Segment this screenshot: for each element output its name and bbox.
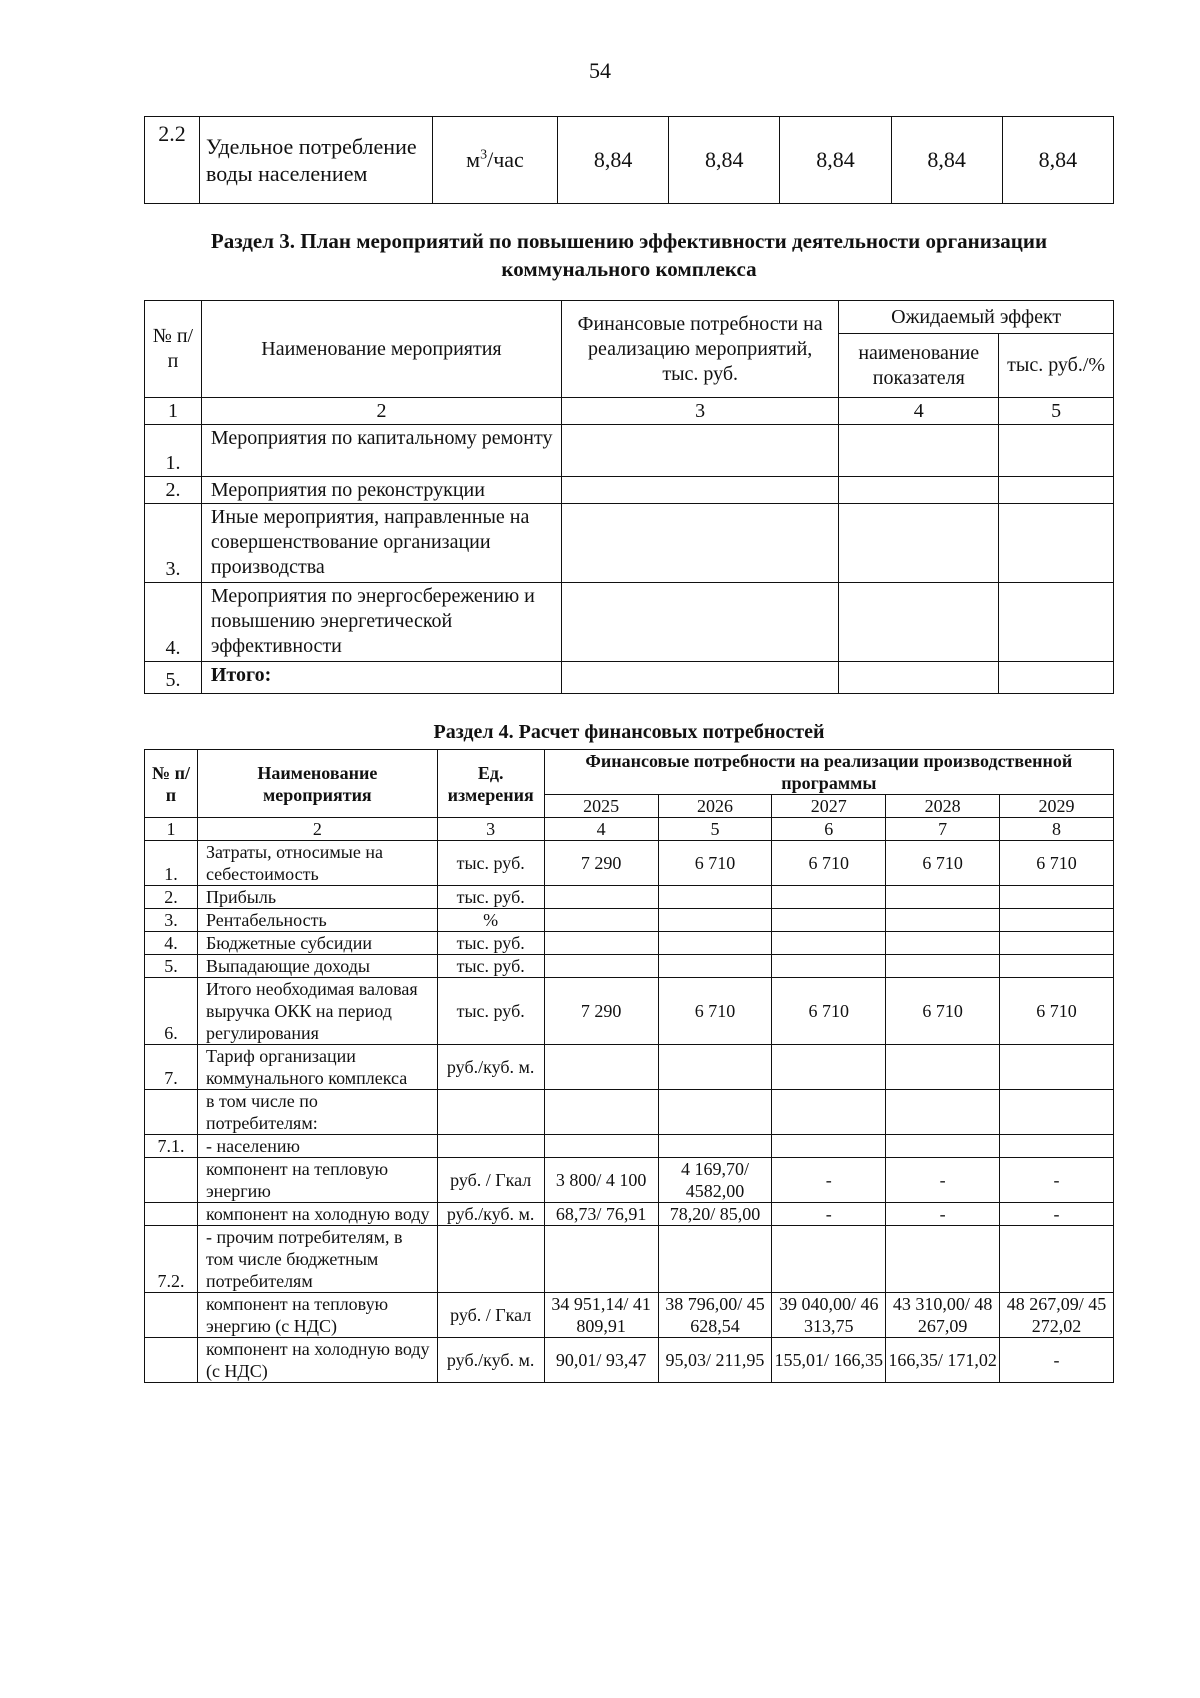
header-row: [145, 750, 1114, 795]
header-name: Наименование мероприятия: [197, 750, 437, 818]
value-cell: -: [772, 1203, 886, 1226]
table-row: [145, 909, 1114, 932]
row-name: в том числе по потребителям:: [197, 1090, 437, 1135]
index-cell: 7: [886, 818, 1000, 841]
row-number: [145, 1293, 198, 1338]
row-number: 4.: [145, 932, 198, 955]
value-cell: [886, 1045, 1000, 1090]
value-cell: 8,84: [891, 117, 1002, 204]
header-indicator: наименование показателя: [839, 334, 999, 398]
row-name: компонент на тепловую энергию (с НДС): [197, 1293, 437, 1338]
row-name: Итого:: [201, 662, 561, 694]
unit-cell: тыс. руб.: [437, 932, 544, 955]
unit-cell: [437, 1226, 544, 1293]
value-cell: [999, 425, 1114, 477]
value-cell: [658, 886, 772, 909]
value-cell: [999, 477, 1114, 504]
index-cell: 1: [145, 818, 198, 841]
value-cell: 68,73/ 76,91: [544, 1203, 658, 1226]
header-num: № п/п: [145, 301, 202, 398]
row-name: Итого необходимая валовая выручка ОКК на период регулирования: [197, 978, 437, 1045]
header-finance: Финансовые потребности на реализации производственной программы: [544, 750, 1113, 795]
row-name: Удельное потребление воды населением: [200, 117, 433, 204]
value-cell: [772, 909, 886, 932]
value-cell: [658, 1135, 772, 1158]
value-cell: -: [886, 1203, 1000, 1226]
value-cell: 38 796,00/ 45 628,54: [658, 1293, 772, 1338]
header-year: 2027: [772, 795, 886, 818]
value-cell: -: [1000, 1158, 1114, 1203]
indicator-cell: [839, 504, 999, 583]
value-cell: 43 310,00/ 48 267,09: [886, 1293, 1000, 1338]
section3-table: [144, 300, 1114, 694]
row-name: Иные мероприятия, направленные на совершенствование организации производства: [201, 504, 561, 583]
index-cell: 2: [197, 818, 437, 841]
table-row: [145, 955, 1114, 978]
section4-table: [144, 749, 1114, 1383]
unit-base: м: [466, 147, 481, 172]
header-year: 2029: [1000, 795, 1114, 818]
index-cell: 5: [658, 818, 772, 841]
row-name: компонент на холодную воду: [197, 1203, 437, 1226]
value-cell: [772, 1045, 886, 1090]
header-finance: Финансовые потребности на реализацию мероприятий, тыс. руб.: [562, 301, 839, 398]
unit-cell: руб. / Гкал: [437, 1293, 544, 1338]
unit-cell: [437, 1090, 544, 1135]
value-cell: 166,35/ 171,02: [886, 1338, 1000, 1383]
row-number: 7.: [145, 1045, 198, 1090]
value-cell: [1000, 1045, 1114, 1090]
value-cell: [1000, 886, 1114, 909]
indicator-cell: [839, 662, 999, 694]
row-number: 7.2.: [145, 1226, 198, 1293]
value-cell: [658, 932, 772, 955]
row-name: Тариф организации коммунального комплекса: [197, 1045, 437, 1090]
row-number: [145, 1090, 198, 1135]
finance-cell: [562, 477, 839, 504]
row-name: Бюджетные субсидии: [197, 932, 437, 955]
row-name: Рентабельность: [197, 909, 437, 932]
finance-cell: [562, 425, 839, 477]
unit-cell: руб. / Гкал: [437, 1158, 544, 1203]
unit-cell: [433, 117, 558, 204]
value-cell: [886, 1090, 1000, 1135]
row-name: компонент на холодную воду (с НДС): [197, 1338, 437, 1383]
value-cell: [886, 1226, 1000, 1293]
value-cell: [544, 932, 658, 955]
index-cell: 4: [839, 398, 999, 425]
row-name: Мероприятия по реконструкции: [201, 477, 561, 504]
table-row: [145, 1135, 1114, 1158]
row-number: 3.: [145, 504, 202, 583]
value-cell: [544, 886, 658, 909]
value-cell: -: [772, 1158, 886, 1203]
row-name: - прочим потребителям, в том числе бюджетным потребителям: [197, 1226, 437, 1293]
value-cell: [658, 1045, 772, 1090]
row-number: 6.: [145, 978, 198, 1045]
table-row: [145, 477, 1114, 504]
row-name: компонент на тепловую энергию: [197, 1158, 437, 1203]
row-name: - населению: [197, 1135, 437, 1158]
unit-cell: руб./куб. м.: [437, 1203, 544, 1226]
row-name: Мероприятия по энергосбережению и повышению энергетической эффективности: [201, 583, 561, 662]
value-cell: 8,84: [780, 117, 891, 204]
value-cell: [1000, 909, 1114, 932]
value-cell: [544, 955, 658, 978]
unit-cell: [437, 1135, 544, 1158]
value-cell: 6 710: [658, 978, 772, 1045]
section3-title: Раздел 3. План мероприятий по повышению эффективности деятельности организации коммунального комплекса: [210, 229, 1048, 281]
value-cell: [772, 1090, 886, 1135]
header-row: [145, 301, 1114, 334]
row-name: Затраты, относимые на себестоимость: [197, 841, 437, 886]
unit-cell: тыс. руб.: [437, 955, 544, 978]
value-cell: [999, 504, 1114, 583]
row-number: 2.: [145, 886, 198, 909]
value-cell: [1000, 932, 1114, 955]
value-cell: 39 040,00/ 46 313,75: [772, 1293, 886, 1338]
value-cell: 6 710: [658, 841, 772, 886]
table-row: [145, 1226, 1114, 1293]
finance-cell: [562, 662, 839, 694]
value-cell: [1000, 1135, 1114, 1158]
table-row: [145, 1090, 1114, 1135]
value-cell: [658, 955, 772, 978]
value-cell: [886, 955, 1000, 978]
value-cell: [658, 1090, 772, 1135]
table-row: [145, 1293, 1114, 1338]
value-cell: [1000, 1226, 1114, 1293]
header-year: 2025: [544, 795, 658, 818]
value-cell: 90,01/ 93,47: [544, 1338, 658, 1383]
table-row: [145, 504, 1114, 583]
value-cell: 78,20/ 85,00: [658, 1203, 772, 1226]
table-row: [145, 117, 1114, 204]
value-cell: [544, 1090, 658, 1135]
row-name: Мероприятия по капитальному ремонту: [201, 425, 561, 477]
table-row: [145, 662, 1114, 694]
value-cell: 6 710: [772, 841, 886, 886]
unit-suffix: /час: [487, 147, 524, 172]
unit-cell: %: [437, 909, 544, 932]
row-number: [145, 1158, 198, 1203]
row-number: 5.: [145, 662, 202, 694]
value-cell: [999, 662, 1114, 694]
value-cell: [999, 583, 1114, 662]
row-number: 1.: [145, 841, 198, 886]
section4-body: [145, 818, 1114, 1383]
value-cell: 155,01/ 166,35: [772, 1338, 886, 1383]
value-cell: 8,84: [558, 117, 669, 204]
header-value: тыс. руб./%: [999, 334, 1114, 398]
page-number: 54: [589, 58, 611, 83]
value-cell: 6 710: [1000, 978, 1114, 1045]
header-unit: Ед. измерения: [437, 750, 544, 818]
table-row: [145, 1045, 1114, 1090]
section4-title: Раздел 4. Расчет финансовых потребностей: [433, 721, 825, 743]
value-cell: [886, 886, 1000, 909]
header-effect: Ожидаемый эффект: [839, 301, 1114, 334]
table-row: [145, 978, 1114, 1045]
row-number: [145, 1338, 198, 1383]
index-cell: 5: [999, 398, 1114, 425]
index-row: [145, 398, 1114, 425]
index-cell: 3: [562, 398, 839, 425]
value-cell: [544, 1135, 658, 1158]
value-cell: [886, 909, 1000, 932]
value-cell: 34 951,14/ 41 809,91: [544, 1293, 658, 1338]
row-number: 2.2: [145, 117, 200, 204]
value-cell: 6 710: [886, 978, 1000, 1045]
table-row: [145, 583, 1114, 662]
header-year: 2026: [658, 795, 772, 818]
value-cell: [772, 886, 886, 909]
unit-cell: тыс. руб.: [437, 886, 544, 909]
row-number: 1.: [145, 425, 202, 477]
row-number: 7.1.: [145, 1135, 198, 1158]
header-num: № п/п: [145, 750, 198, 818]
value-cell: [658, 1226, 772, 1293]
table-row: [145, 932, 1114, 955]
index-row: [145, 818, 1114, 841]
value-cell: 6 710: [772, 978, 886, 1045]
value-cell: 6 710: [1000, 841, 1114, 886]
value-cell: [886, 932, 1000, 955]
unit-cell: тыс. руб.: [437, 841, 544, 886]
value-cell: 3 800/ 4 100: [544, 1158, 658, 1203]
value-cell: [772, 955, 886, 978]
finance-cell: [562, 504, 839, 583]
water-consumption-table: [144, 116, 1114, 204]
table-row: [145, 886, 1114, 909]
unit-cell: руб./куб. м.: [437, 1045, 544, 1090]
table-row: [145, 841, 1114, 886]
value-cell: 95,03/ 211,95: [658, 1338, 772, 1383]
row-number: [145, 1203, 198, 1226]
index-cell: 2: [201, 398, 561, 425]
index-cell: 6: [772, 818, 886, 841]
value-cell: [544, 1045, 658, 1090]
index-cell: 4: [544, 818, 658, 841]
finance-cell: [562, 583, 839, 662]
unit-superscript: 3: [480, 147, 488, 163]
indicator-cell: [839, 583, 999, 662]
value-cell: [544, 909, 658, 932]
value-cell: 48 267,09/ 45 272,02: [1000, 1293, 1114, 1338]
table-row: [145, 1158, 1114, 1203]
value-cell: 7 290: [544, 841, 658, 886]
value-cell: [1000, 955, 1114, 978]
value-cell: 4 169,70/ 4582,00: [658, 1158, 772, 1203]
indicator-cell: [839, 477, 999, 504]
unit-cell: тыс. руб.: [437, 978, 544, 1045]
header-year: 2028: [886, 795, 1000, 818]
table-row: [145, 1338, 1114, 1383]
indicator-cell: [839, 425, 999, 477]
index-cell: 1: [145, 398, 202, 425]
value-cell: [772, 1226, 886, 1293]
value-cell: 7 290: [544, 978, 658, 1045]
index-cell: 3: [437, 818, 544, 841]
table-row: [145, 425, 1114, 477]
row-name: Выпадающие доходы: [197, 955, 437, 978]
value-cell: [1000, 1090, 1114, 1135]
value-cell: -: [886, 1158, 1000, 1203]
header-name: Наименование мероприятия: [201, 301, 561, 398]
value-cell: 6 710: [886, 841, 1000, 886]
row-number: 2.: [145, 477, 202, 504]
value-cell: 8,84: [1002, 117, 1113, 204]
value-cell: 8,84: [669, 117, 780, 204]
value-cell: -: [1000, 1338, 1114, 1383]
value-cell: -: [1000, 1203, 1114, 1226]
value-cell: [772, 932, 886, 955]
value-cell: [658, 909, 772, 932]
row-number: 4.: [145, 583, 202, 662]
index-cell: 8: [1000, 818, 1114, 841]
table-row: [145, 1203, 1114, 1226]
row-number: 5.: [145, 955, 198, 978]
row-name: Прибыль: [197, 886, 437, 909]
row-number: 3.: [145, 909, 198, 932]
value-cell: [544, 1226, 658, 1293]
value-cell: [886, 1135, 1000, 1158]
value-cell: [772, 1135, 886, 1158]
unit-cell: руб./куб. м.: [437, 1338, 544, 1383]
